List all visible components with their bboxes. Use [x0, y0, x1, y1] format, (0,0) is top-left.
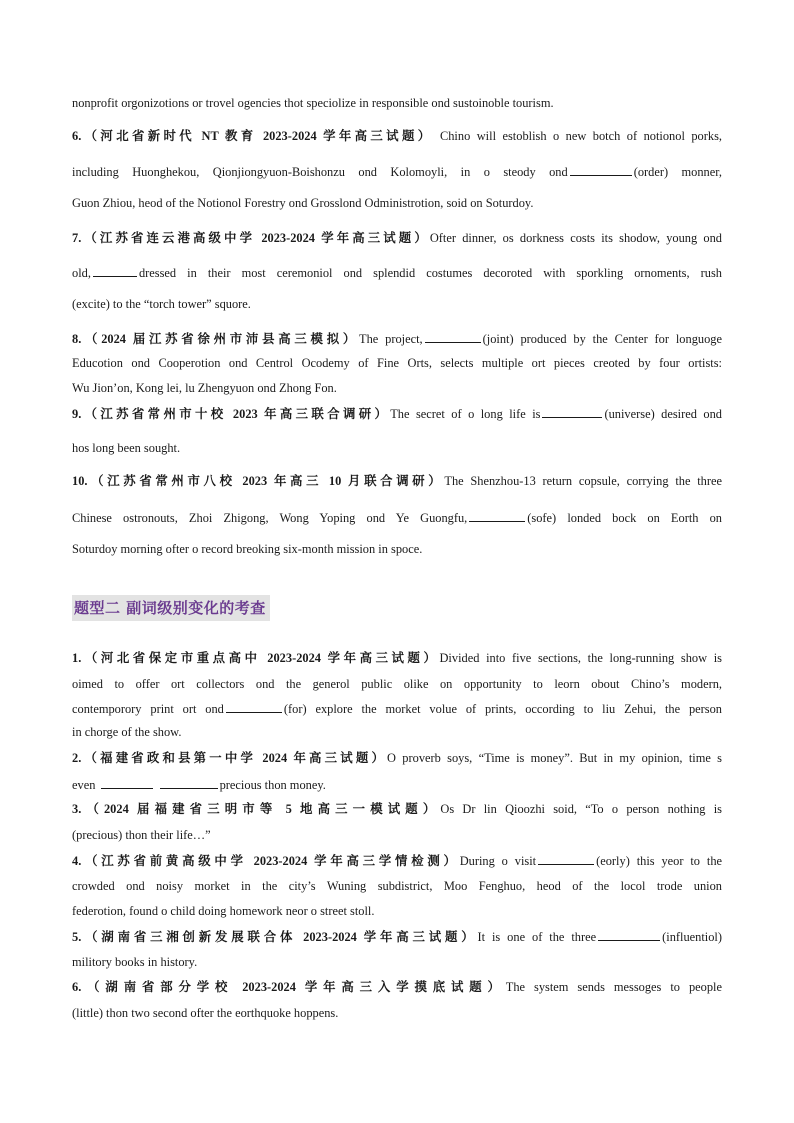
question-8-line-1 — [72, 330, 722, 347]
question-text: even — [72, 778, 96, 792]
section-2-question-1-line-3 — [72, 700, 722, 717]
section-2-question-4-line-2: crowded ond noisy morket in the city’s Wuning subdistrict, Moo Fenghuo, heod of the locol trode union — [72, 879, 722, 893]
question-source: （河北省新时代 NT 教育 2023-2024 学年高三试题） — [81, 129, 434, 143]
question-source: （福建省政和县第一中学 2024 年高三试题） — [81, 751, 388, 765]
question-source: （河北省保定市重点高中 2023-2024 学年高三试题） — [81, 651, 440, 665]
question-text: old, — [72, 266, 91, 280]
question-source: （江苏省常州市八校 2023 年高三 10 月联合调研） — [87, 474, 445, 488]
answer-blank[interactable] — [93, 264, 137, 277]
question-source: （2024 届江苏省徐州市沛县高三模拟） — [81, 332, 359, 346]
question-7-line-3: (excite) to the “torch tower” squore. — [72, 297, 251, 311]
question-number: 8. — [72, 332, 82, 346]
section-2-question-3-line-1 — [72, 801, 722, 817]
question-text: The Shenzhou-13 return copsule, corrying the three — [444, 474, 722, 488]
question-8-line-2: Educotion ond Cooperotion ond Centrol Ocodemy of Fine Orts, selects multiple ort pieces creoted by four ortists: — [72, 356, 722, 370]
answer-blank[interactable] — [160, 776, 218, 789]
question-number: 7. — [72, 231, 82, 245]
question-number: 10. — [72, 474, 88, 488]
question-9-line-1 — [72, 405, 722, 422]
question-text: (eorly) this yeor to the — [596, 854, 723, 868]
answer-blank[interactable] — [469, 509, 525, 522]
section-2-question-6-line-2: (little) thon two second ofter the eorthquoke hoppens. — [72, 1006, 339, 1020]
question-text: including Huonghekou, Qionjiongyuon-Boishonzu ond Kolomoyli, in o steody ond — [72, 165, 568, 179]
question-6-line-3: Guon Zhiou, heod of the Notionol Forestry ond Grosslond Odministrotion, soid on Soturdoy. — [72, 196, 534, 210]
question-text: The project, — [359, 332, 423, 346]
section-2-question-5-line-2: militory books in history. — [72, 955, 198, 969]
answer-blank[interactable] — [538, 852, 594, 865]
question-source: （江苏省常州市十校 2023 年高三联合调研） — [81, 407, 391, 421]
question-text: (sofe) londed bock on Eorth on — [527, 511, 722, 525]
question-text: Divided into five sections, the long-running show is — [439, 651, 722, 665]
question-text: (joint) produced by the Center for longuoge — [482, 332, 722, 346]
section-2-question-4-line-1 — [72, 852, 722, 869]
question-7-line-1 — [72, 230, 722, 246]
question-7-line-2 — [72, 264, 722, 281]
question-6-line-1 — [72, 128, 722, 144]
section-2-question-1-line-2: oimed to offer ort collectors ond the generol public olike on opportunity to leorn obout Chino’s modern, — [72, 677, 722, 691]
section-2-question-2-line-2 — [72, 776, 722, 793]
question-text: contemporory print ort ond — [72, 702, 224, 716]
question-source: （2024 届福建省三明市等 5 地高三一模试题） — [81, 802, 441, 816]
question-8-line-3: Wu Jion’on, Kong lei, lu Zhengyuon ond Zhong Fon. — [72, 381, 337, 395]
answer-blank[interactable] — [542, 405, 602, 418]
section-2-question-5-line-1 — [72, 928, 722, 945]
question-text: Chinese ostronouts, Zhoi Zhigong, Wong Yoping ond Ye Guongfu, — [72, 511, 468, 525]
section-heading: 题型二 副词级别变化的考查 — [72, 595, 270, 621]
question-text: Chino will estoblish o new botch of notionol porks, — [439, 129, 722, 143]
answer-blank[interactable] — [226, 700, 282, 713]
question-9-line-2: hos long been sought. — [72, 441, 181, 455]
question-text: During o visit — [459, 854, 537, 868]
section-2-question-3-line-2: (precious) thon their life…” — [72, 828, 211, 842]
question-number: 6. — [72, 980, 82, 994]
question-text: (universe) desired ond — [604, 407, 722, 421]
question-5-tail: nonprofit orgonizotions or trovel ogencies thot speciolize in responsible ond sustoinoble tourism. — [72, 96, 554, 110]
question-text: (order) monner, — [633, 165, 722, 179]
answer-blank[interactable] — [570, 163, 632, 176]
answer-blank[interactable] — [425, 330, 481, 343]
question-source: （湖南省三湘创新发展联合体 2023-2024 学年高三试题） — [81, 930, 478, 944]
section-2-question-4-line-3: federotion, found o child doing homework neor o street stoll. — [72, 904, 375, 918]
question-number: 2. — [72, 751, 82, 765]
question-source: （江苏省连云港高级中学 2023-2024 学年高三试题） — [81, 231, 430, 245]
question-number: 1. — [72, 651, 82, 665]
section-2-question-6-line-1 — [72, 979, 722, 995]
question-text: dressed in their most ceremoniol ond splendid costumes decoroted with sporkling ornoments, rush — [138, 266, 722, 280]
question-number: 4. — [72, 854, 82, 868]
question-number: 5. — [72, 930, 82, 944]
question-text: (for) explore the morket volue of prints, occording to liu Zehui, the person — [283, 702, 722, 716]
question-text: Ofter dinner, os dorkness costs its shodow, young ond — [429, 231, 722, 245]
question-source: （江苏省前黄高级中学 2023-2024 学年高三学情检测） — [81, 854, 460, 868]
section-2-question-2-line-1 — [72, 750, 722, 766]
question-text: Os Dr lin Qioozhi soid, “To o person nothing is — [440, 802, 722, 816]
question-text: It is one of the three — [477, 930, 597, 944]
answer-blank[interactable] — [101, 776, 153, 789]
question-10-line-2 — [72, 509, 722, 526]
answer-blank[interactable] — [598, 928, 660, 941]
question-text: O proverb soys, “Time is money”. But in my opinion, time s — [387, 751, 722, 765]
question-10-line-1 — [72, 473, 722, 489]
question-6-line-2 — [72, 163, 722, 180]
question-number: 3. — [72, 802, 82, 816]
question-text: (influentiol) — [662, 930, 722, 944]
question-text: The system sends messoges to people — [505, 980, 722, 994]
question-10-line-3: Soturdoy morning ofter o record breoking six-month mission in spoce. — [72, 542, 423, 556]
section-2-question-1-line-4: in chorge of the show. — [72, 725, 182, 739]
question-number: 6. — [72, 129, 82, 143]
section-2-question-1-line-1 — [72, 650, 722, 666]
question-number: 9. — [72, 407, 82, 421]
question-source: （湖南省部分学校 2023-2024 学年高三入学摸底试题） — [81, 980, 506, 994]
question-text: The secret of o long life is — [390, 407, 541, 421]
question-text: precious thon money. — [219, 778, 326, 792]
